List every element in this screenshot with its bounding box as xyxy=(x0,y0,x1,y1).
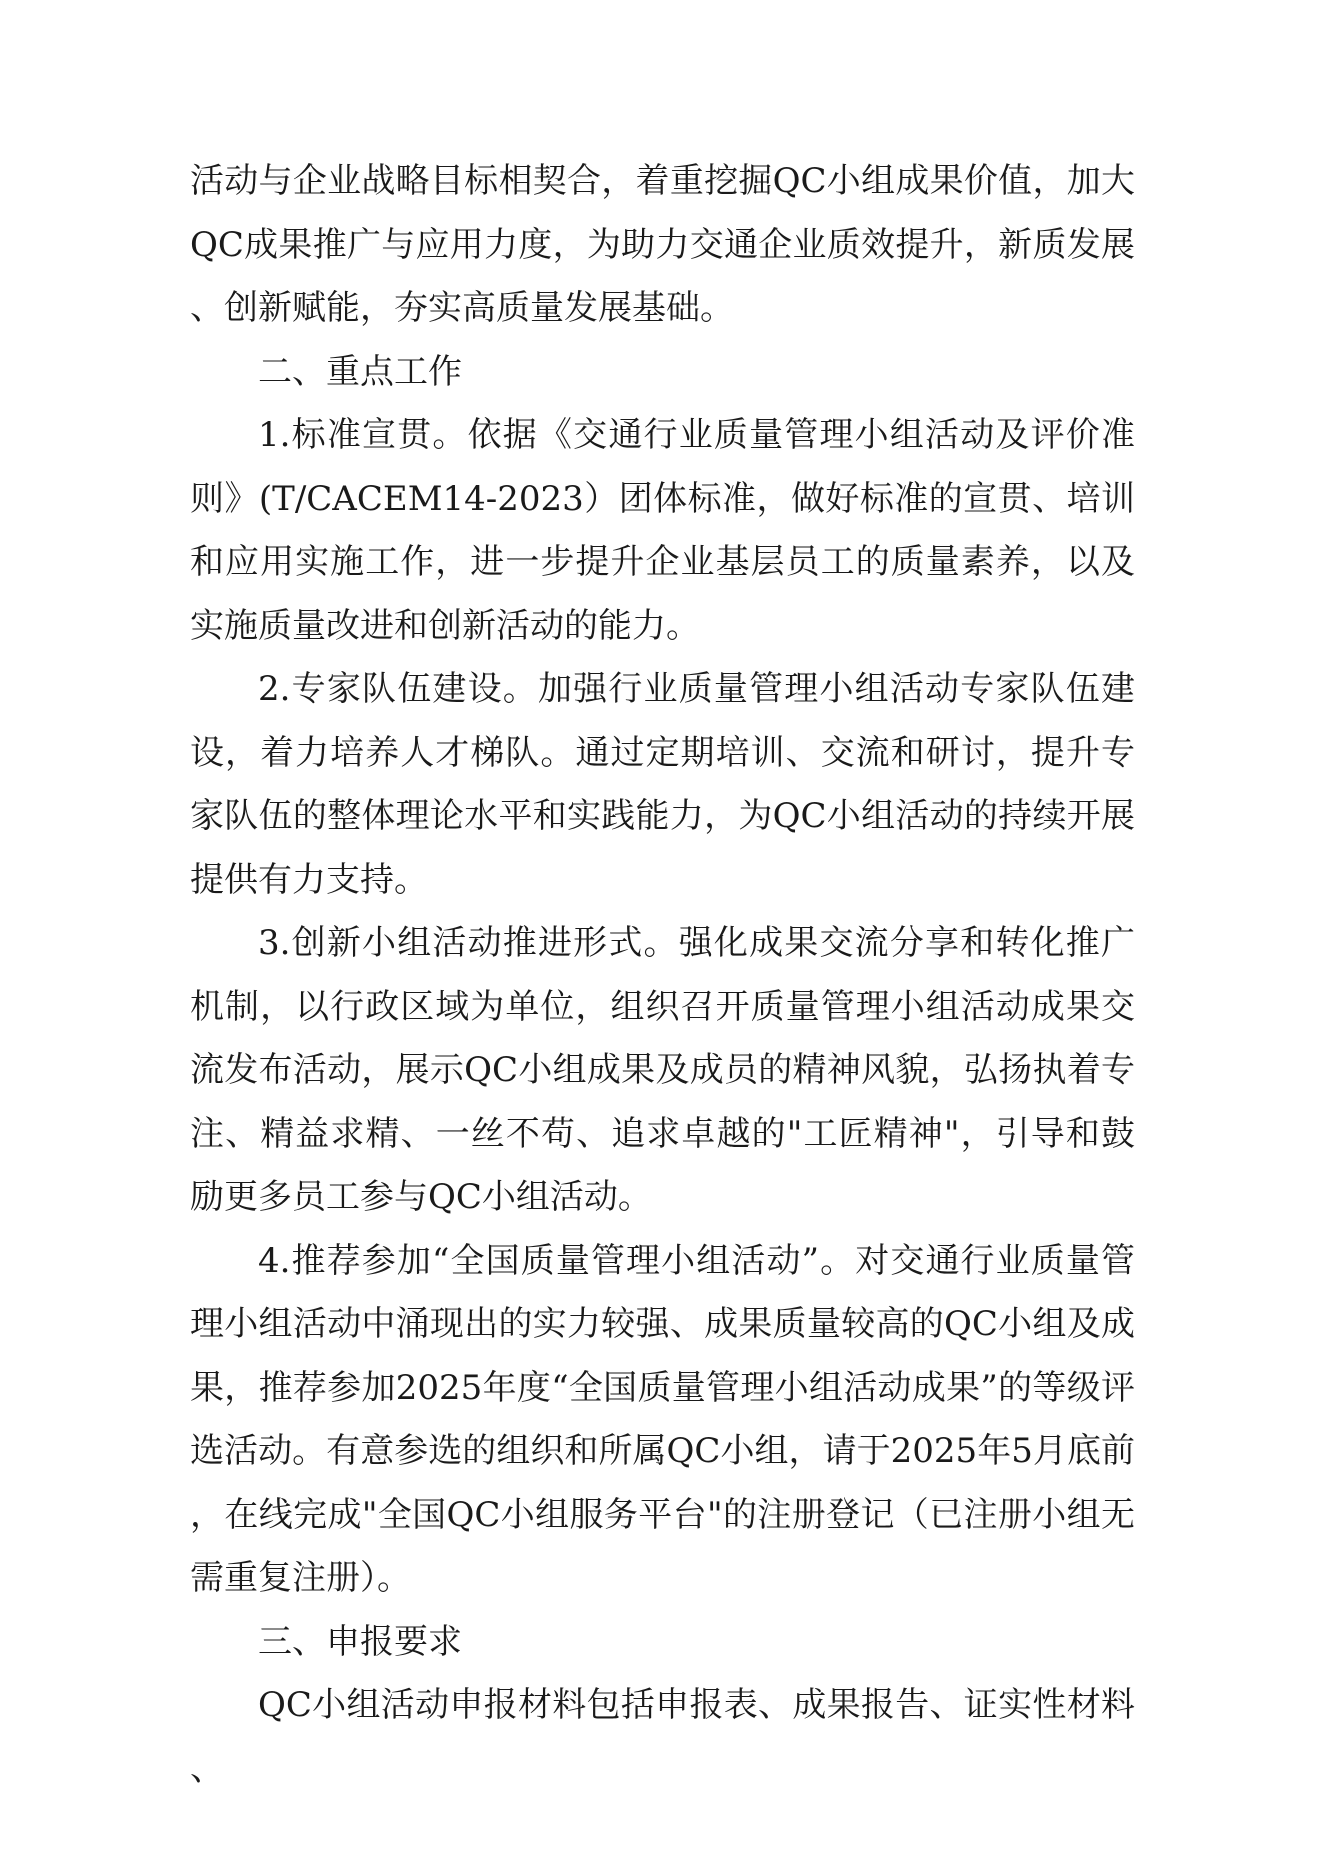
section-heading-key-work: 二、重点工作 xyxy=(258,351,462,392)
paragraph-expert-team: 2.专家队伍建设。加强行业质量管理小组活动专家队伍建设，着力培养人才梯队。通过定期培训、交流和研讨，提升专家队伍的整体理论水平和实践能力，为QC小组活动的持续开展提供有力支持。 xyxy=(190,669,1135,900)
paragraph-application-materials: QC小组活动申报材料包括申报表、成果报告、证实性材料、 xyxy=(190,1685,1135,1789)
document-body xyxy=(190,150,1135,1801)
paragraph-innovation-activities: 3.创新小组活动推进形式。强化成果交流分享和转化推广机制，以行政区域为单位，组织召开质量管理小组活动成果交流发布活动，展示QC小组成果及成员的精神风貌，弘扬执着专注、精益求精、一丝不苟、追求卓越的"工匠精神"，引导和鼓励更多员工参与QC小组活动。 xyxy=(190,923,1135,1217)
section-heading-application-requirements: 三、申报要求 xyxy=(258,1621,462,1662)
paragraph-standard-promotion: 1.标准宣贯。依据《交通行业质量管理小组活动及评价准则》(T/CACEM14-2023）团体标准，做好标准的宣贯、培训和应用实施工作，进一步提升企业基层员工的质量素养，以及实施质量改进和创新活动的能力。 xyxy=(190,415,1135,646)
paragraph-intro-continuation: 活动与企业战略目标相契合，着重挖掘QC小组成果价值，加大QC成果推广与应用力度，为助力交通企业质效提升，新质发展、创新赋能，夯实高质量发展基础。 xyxy=(190,161,1135,328)
paragraph-national-recommendation: 4.推荐参加“全国质量管理小组活动”。对交通行业质量管理小组活动中涌现出的实力较强、成果质量较高的QC小组及成果，推荐参加2025年度“全国质量管理小组活动成果”的等级评选活动。有意参选的组织和所属QC小组，请于2025年5月底前，在线完成"全国QC小组服务平台"的注册登记（已注册小组无需重复注册）。 xyxy=(190,1240,1135,1598)
